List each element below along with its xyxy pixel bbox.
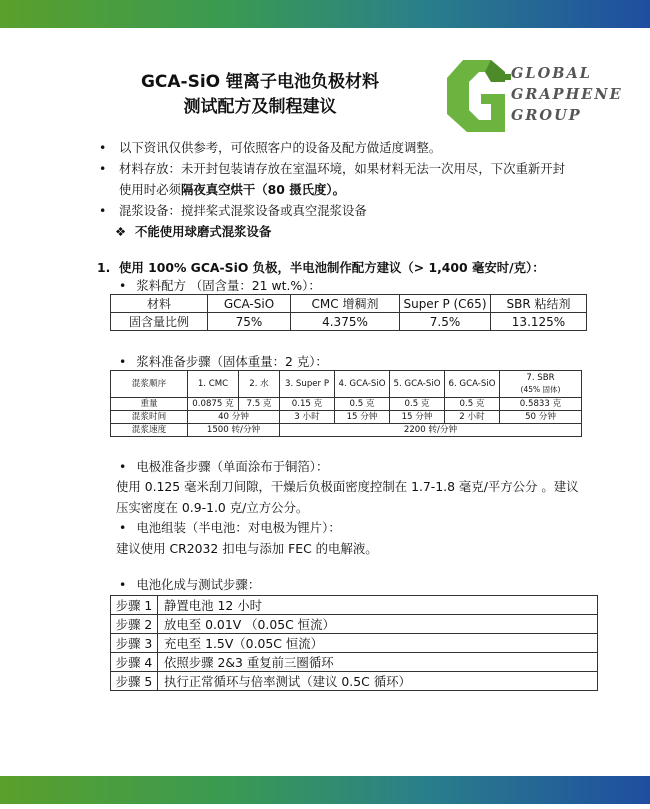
bullet-dot-icon: • [119,278,127,293]
formula-cell: 4.375% [291,313,400,331]
table-row [111,653,598,672]
steps-cell: 0.0875 克 [188,398,239,411]
intro-bullets [97,137,617,242]
electrode-label: • 电极准备步骤（单面涂布于铜箔）： [119,459,329,474]
bullet-dot-icon: • [119,577,127,592]
table-row [111,634,598,653]
table-row [111,313,587,331]
formula-label: • 浆料配方 （固含量：21 wt.%）： [119,278,321,293]
intro-sub-text: 不能使用球磨式混浆设备 [135,224,272,239]
steps-cell: 40 分钟 [188,411,280,424]
steps-cell: 50 分钟 [500,411,582,424]
slurry-steps-label: • 浆料准备步骤（固体重量：2 克）： [119,354,328,369]
top-gradient-bar [0,0,650,28]
steps-cell: 15 分钟 [335,411,390,424]
steps-cell: 0.5 克 [335,398,390,411]
formation-table [110,595,598,691]
steps-cell: 混浆时间 [111,411,188,424]
steps-cell: 3 小时 [280,411,335,424]
storage-line-2-bold: 隔夜真空烘干（80 摄氏度） [180,182,333,197]
document-title [110,70,410,120]
steps-header: 3. Super P [280,371,335,398]
step-number: 步骤 2 [111,615,158,634]
step-description: 放电至 0.01V （0.05C 恒流） [158,615,598,634]
section-number: 1. [97,260,111,275]
title-line-2: 测试配方及制程建议 [183,97,337,117]
step-number: 步骤 5 [111,672,158,691]
step-description: 依照步骤 2&3 重复前三圈循环 [158,653,598,672]
logo-word-global: GLOBAL [511,65,592,82]
logo-word-graphene: GRAPHENE [511,86,623,103]
electrode-line-1: 使用 0.125 毫米刮刀间隙，干燥后负极面密度控制在 1.7-1.8 毫克/平方公分 。建议 [116,479,579,494]
steps-header: 1. CMC [188,371,239,398]
formula-table [110,294,587,331]
intro-sub-bullet [97,221,617,242]
company-logo [441,58,641,133]
formula-cell: 13.125% [491,313,587,331]
electrode-line-2: 压实密度在 0.9-1.0 克/立方公分。 [116,500,309,515]
table-row [111,398,582,411]
formation-label: • 电池化成与测试步骤： [119,577,261,592]
logo-word-group: GROUP [511,107,582,124]
logo-g-mark-icon [441,58,513,133]
intro-bullet-2 [97,158,617,200]
intro-bullet-1: • 以下资讯仅供参考，可依照客户的设备及配方做适度调整。 [97,137,617,158]
section-1-heading [97,258,545,276]
bullet-dot-icon: • [119,459,127,474]
steps-cell: 0.5 克 [390,398,445,411]
steps-header: 2. 水 [239,371,280,398]
formula-cell: 75% [208,313,291,331]
table-row [111,596,598,615]
steps-cell: 0.5833 克 [500,398,582,411]
electrode-paragraph [116,476,586,518]
storage-line-1: 材料存放：未开封包装请存放在室温环境，如果材料无法一次用尽，下次重新开封 [119,161,566,176]
storage-line-2-pre: 使用时必须 [119,182,181,197]
bullet-dot-icon: • [119,354,127,369]
table-row [111,672,598,691]
step-number: 步骤 3 [111,634,158,653]
intro-bullet-3: • 混浆设备：搅拌桨式混浆设备或真空混浆设备 [97,200,617,221]
steps-cell: 7.5 克 [239,398,280,411]
diamond-bullet-icon: ❖ [115,224,127,239]
steps-cell: 1500 转/分钟 [188,424,280,437]
formula-header: SBR 粘结剂 [491,295,587,313]
table-row [111,615,598,634]
title-line-1: GCA-SiO 锂离子电池负极材料 [140,72,380,92]
step-description: 静置电池 12 小时 [158,596,598,615]
formula-cell: 7.5% [400,313,491,331]
assembly-paragraph: 建议使用 CR2032 扣电与添加 FEC 的电解液。 [116,541,378,556]
steps-cell: 0.5 克 [445,398,500,411]
assembly-label: • 电池组装（半电池：对电极为锂片）： [119,520,341,535]
steps-cell: 15 分钟 [390,411,445,424]
steps-header: 4. GCA-SiO [335,371,390,398]
bottom-gradient-bar [0,776,650,804]
step-description: 执行正常循环与倍率测试（建议 0.5C 循环） [158,672,598,691]
steps-header: 混浆顺序 [111,371,188,398]
formula-header: 材料 [111,295,208,313]
steps-cell: 2200 转/分钟 [280,424,582,437]
section-text: 使用 100% GCA-SiO 负极，半电池制作配方建议（> 1,400 毫安时/克）： [118,260,545,275]
step-number: 步骤 1 [111,596,158,615]
slurry-steps-table [110,370,582,437]
storage-line-2-post: 。 [332,182,345,197]
table-row [111,371,582,398]
formula-header: Super P (C65) [400,295,491,313]
step-number: 步骤 4 [111,653,158,672]
formula-header: GCA-SiO [208,295,291,313]
steps-cell: 重量 [111,398,188,411]
step-description: 充电至 1.5V（0.05C 恒流） [158,634,598,653]
steps-cell: 0.15 克 [280,398,335,411]
table-row [111,411,582,424]
steps-cell: 混浆速度 [111,424,188,437]
steps-header: 6. GCA-SiO [445,371,500,398]
steps-cell: 2 小时 [445,411,500,424]
bullet-dot-icon: • [119,520,127,535]
table-row [111,424,582,437]
formula-cell: 固含量比例 [111,313,208,331]
formula-header: CMC 增稠剂 [291,295,400,313]
steps-header: 7. SBR (45% 固体) [500,371,582,398]
table-row [111,295,587,313]
logo-wordmark [511,63,623,126]
steps-header: 5. GCA-SiO [390,371,445,398]
